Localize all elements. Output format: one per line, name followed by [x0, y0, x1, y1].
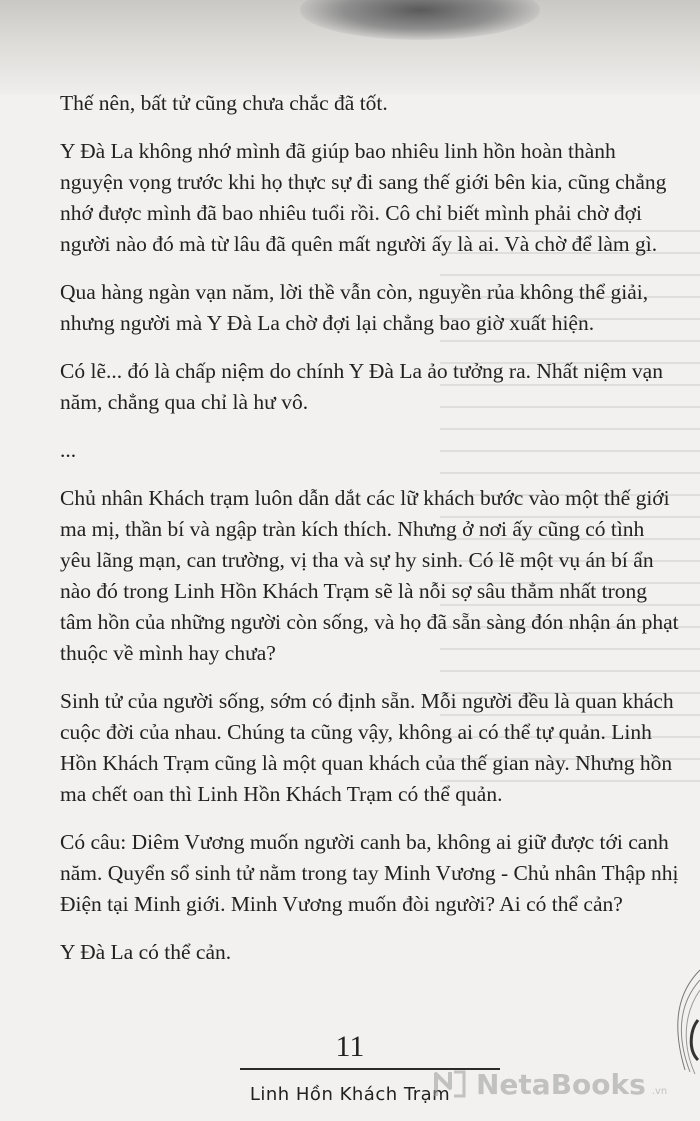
- page-body: [60, 88, 680, 985]
- page-number: 11: [335, 1030, 365, 1063]
- netabooks-logo-icon: [430, 1064, 470, 1104]
- paragraph: Thế nên, bất tử cũng chưa chắc đã tốt.: [60, 91, 388, 115]
- watermark-suffix: .vn: [651, 1085, 668, 1097]
- paragraph: Chủ nhân Khách trạm luôn dẫn dắt các lữ khách bước vào một thế giới ma mị, thần bí và ngập tràn kích thích. Nhưng ở nơi ấy cũng có tình yêu lãng mạn, can trường, vị tha và sự hy sinh. Có lẽ một vụ án bí ẩn nào đó trong Linh Hồn Khách Trạm sẽ là nỗi sợ sâu thẳm nhất trong tâm hồn của những người còn sống, và họ đã sẵn sàng đón nhận án phạt thuộc về mình hay chưa?: [60, 486, 679, 665]
- paragraph: Y Đà La không nhớ mình đã giúp bao nhiêu linh hồn hoàn thành nguyện vọng trước khi họ thực sự đi sang thế giới bên kia, cũng chẳng nhớ được mình đã bao nhiêu tuổi rồi. Cô chỉ biết mình phải chờ đợi người nào đó mà từ lâu đã quên mất người ấy là ai. Và chờ để làm gì.: [60, 139, 667, 256]
- paragraph: Qua hàng ngàn vạn năm, lời thề vẫn còn, nguyền rủa không thể giải, nhưng người mà Y Đà La chờ đợi lại chẳng bao giờ xuất hiện.: [60, 280, 649, 335]
- paragraph: Có câu: Diêm Vương muốn người canh ba, không ai giữ được tới canh năm. Quyển sổ sinh tử nằm trong tay Minh Vương - Chủ nhân Thập nhị Điện tại Minh giới. Minh Vương muốn đòi người? Ai có thể cản?: [60, 830, 679, 916]
- paragraph: Có lẽ... đó là chấp niệm do chính Y Đà La ảo tưởng ra. Nhất niệm vạn năm, chẳng qua chỉ là hư vô.: [60, 359, 663, 414]
- watermark-brand: NetaBooks: [476, 1067, 646, 1101]
- paragraph: Sinh tử của người sống, sớm có định sẵn. Mỗi người đều là quan khách cuộc đời của nhau. Chúng ta cũng vậy, không ai có thể tự quản. Linh Hồn Khách Trạm cũng là một quan khách của thế gian này. Nhưng hồn ma chết oan thì Linh Hồn Khách Trạm có thể quản.: [60, 689, 674, 806]
- netabooks-watermark: [430, 1060, 690, 1108]
- paragraph-ellipsis: ...: [60, 438, 77, 462]
- paragraph: Y Đà La có thể cản.: [60, 940, 232, 964]
- running-title: Linh Hồn Khách Trạm: [249, 1084, 451, 1105]
